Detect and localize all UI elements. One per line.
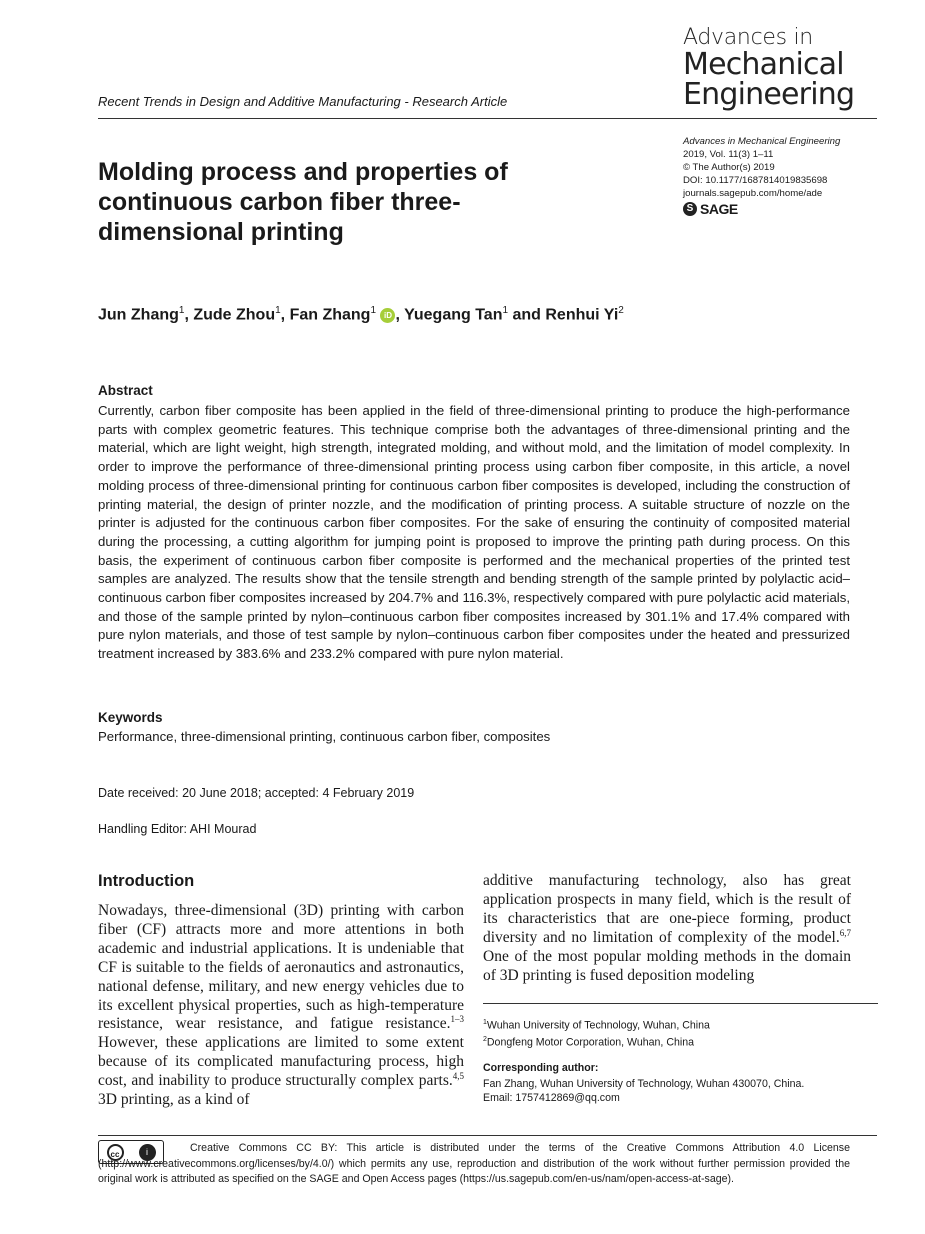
- cc-icon: cc: [107, 1144, 124, 1161]
- corresponding-author-email[interactable]: Email: 1757412869@qq.com: [483, 1092, 620, 1104]
- article-meta: [683, 135, 840, 216]
- footer-divider: [98, 1135, 877, 1136]
- by-attribution-icon: i: [139, 1144, 156, 1161]
- handling-editor: Handling Editor: AHI Mourad: [98, 822, 257, 836]
- journal-logo-line2: Mechanical: [683, 47, 844, 82]
- abstract-text: Currently, carbon fiber composite has been applied in the field of three-dimensional printing to produce the high-performance parts with complex geometric features. This technique comprise both the advantages of three-dimensional printing and the material, which are light weight, high strength, integrated molding, and without mold, and the limitation of model complexity. In order to improve the performance of three-dimensional printing process using carbon fiber composite, in this article, a novel molding process of three-dimensional printing for continuous carbon fiber composites is developed, including the construction of printing material, the design of printer nozzle, and the modification of printing process. A suitable structure of nozzle on the printer is adjusted for the continuous carbon fiber composites. For the sake of ensuring the continuity of composited material during the processing, a cutting algorithm for jumping point is proposed to improve the printing path during process. On this basis, the experiment of continuous carbon fiber composite is performed and the mechanical properties of the printed test samples are analyzed. The results show that the tensile strength and bending strength of the sample printed by polylactic acid–continuous carbon fiber composites increased by 204.7% and 116.3%, respectively compared with pure polylactic acid materials, and those of the sample printed by nylon–continuous carbon fiber composites increased by 301.1% and 17.4% compared with pure nylon materials, and those of test sample by nylon–continuous carbon fiber composites under the heated and pressurized treatment increased by 383.6% and 233.2% compared with pure nylon material.: [98, 403, 850, 662]
- introduction-heading: Introduction: [98, 872, 195, 890]
- header-divider: [98, 118, 877, 119]
- author-affiliation-ref: 1: [178, 305, 185, 316]
- meta-copyright: © The Author(s) 2019: [683, 162, 775, 173]
- introduction-left-column: Nowadays, three-dimensional (3D) printing with carbon fiber (CF) attracts more and more attentions in both academic and industrial applications. It is undeniable that CF is suitable to the fields of aeronautics and astronautics, national defense, military, and new energy vehicles due to its excellent physical properties, such as high-temperature resistance, wear resistance, and fatigue resistance.$^{1-3}$ However, these applications are limited to some extent because of its complicated manufacturing process, high cost, and inability to produce structurally complex parts.$^{4,5}$ 3D printing, as a kind of: [98, 902, 464, 1109]
- affiliation-item: $^2$Dongfeng Motor Corporation, Wuhan, China: [483, 1035, 694, 1049]
- corresponding-author-name: Fan Zhang, Wuhan University of Technology, Wuhan 430070, China.: [483, 1078, 805, 1090]
- citation-ref[interactable]: 4,5: [452, 1071, 464, 1081]
- corresponding-author-heading: Corresponding author:: [483, 1062, 599, 1074]
- author-name: Jun Zhang: [98, 306, 179, 324]
- dates-received: Date received: 20 June 2018; accepted: 4 February 2019: [98, 786, 415, 800]
- author-affiliation-ref: 1: [370, 305, 377, 316]
- affiliation-item: $^1$Wuhan University of Technology, Wuhan, China: [483, 1019, 710, 1032]
- author-affiliation-ref: 1: [275, 305, 281, 316]
- sage-mark-icon: S: [683, 202, 697, 216]
- author-list: Jun Zhang$^1$, Zude Zhou$^1$, Fan Zhang$^1$ iD , Yuegang Tan$^1$ and Renhui Yi$^2$: [98, 305, 624, 324]
- corresponding-author-details: [483, 1077, 804, 1105]
- citation-ref[interactable]: 6,7: [839, 927, 851, 938]
- journal-logo-line1: Advances in: [683, 25, 813, 50]
- footnote-divider: [483, 1003, 878, 1004]
- meta-doi[interactable]: DOI: 10.1177/1687814019835698: [683, 175, 828, 186]
- meta-volume: 2019, Vol. 11(3) 1–11: [683, 149, 774, 160]
- author-name: Renhui Yi: [545, 306, 619, 324]
- author-affiliation-ref: 1: [502, 305, 509, 316]
- journal-logo-line3: Engineering: [683, 77, 855, 112]
- section-label: Recent Trends in Design and Additive Manufacturing - Research Article: [98, 94, 508, 109]
- author-name: Zude Zhou: [193, 306, 276, 324]
- journal-logo: [683, 26, 863, 110]
- license-text: Creative Commons CC BY: This article is distributed under the terms of the Creative Commons Attribution 4.0 License (http://www.creativecommons.org/licenses/by/4.0/) which permits any use, reproduction and distribution of the work without further permission provided the original work is attributed as specified on the SAGE and Open Access pages (https://us.sagepub.com/en-us/nam/open-access-at-sage).: [98, 1142, 850, 1185]
- introduction-right-column: additive manufacturing technology, also has great application prospects in many field, which is the result of its characteristics that are one-piece forming, product diversity and no limitation of complexity of the model.$^{6,7}$ One of the most popular molding methods in the domain of 3D printing is fused deposition modeling: [483, 872, 851, 984]
- affiliations: [483, 1016, 710, 1049]
- abstract-heading: Abstract: [98, 383, 153, 398]
- sage-logo: [683, 202, 840, 216]
- keywords-heading: Keywords: [98, 710, 163, 725]
- author-name: Yuegang Tan: [404, 306, 503, 324]
- author-affiliation-ref: 2: [618, 305, 624, 316]
- keywords-text: Performance, three-dimensional printing, continuous carbon fiber, composites: [98, 729, 551, 744]
- orcid-icon[interactable]: iD: [380, 308, 395, 323]
- article-title: Molding process and properties of continuous carbon fiber three-dimensional printing: [98, 158, 508, 246]
- meta-journal: Advances in Mechanical Engineering: [683, 136, 841, 147]
- author-name: Fan Zhang: [289, 306, 371, 324]
- sage-wordmark: SAGE: [700, 200, 738, 217]
- citation-ref[interactable]: 1–3: [450, 1014, 464, 1025]
- meta-url[interactable]: journals.sagepub.com/home/ade: [683, 188, 823, 199]
